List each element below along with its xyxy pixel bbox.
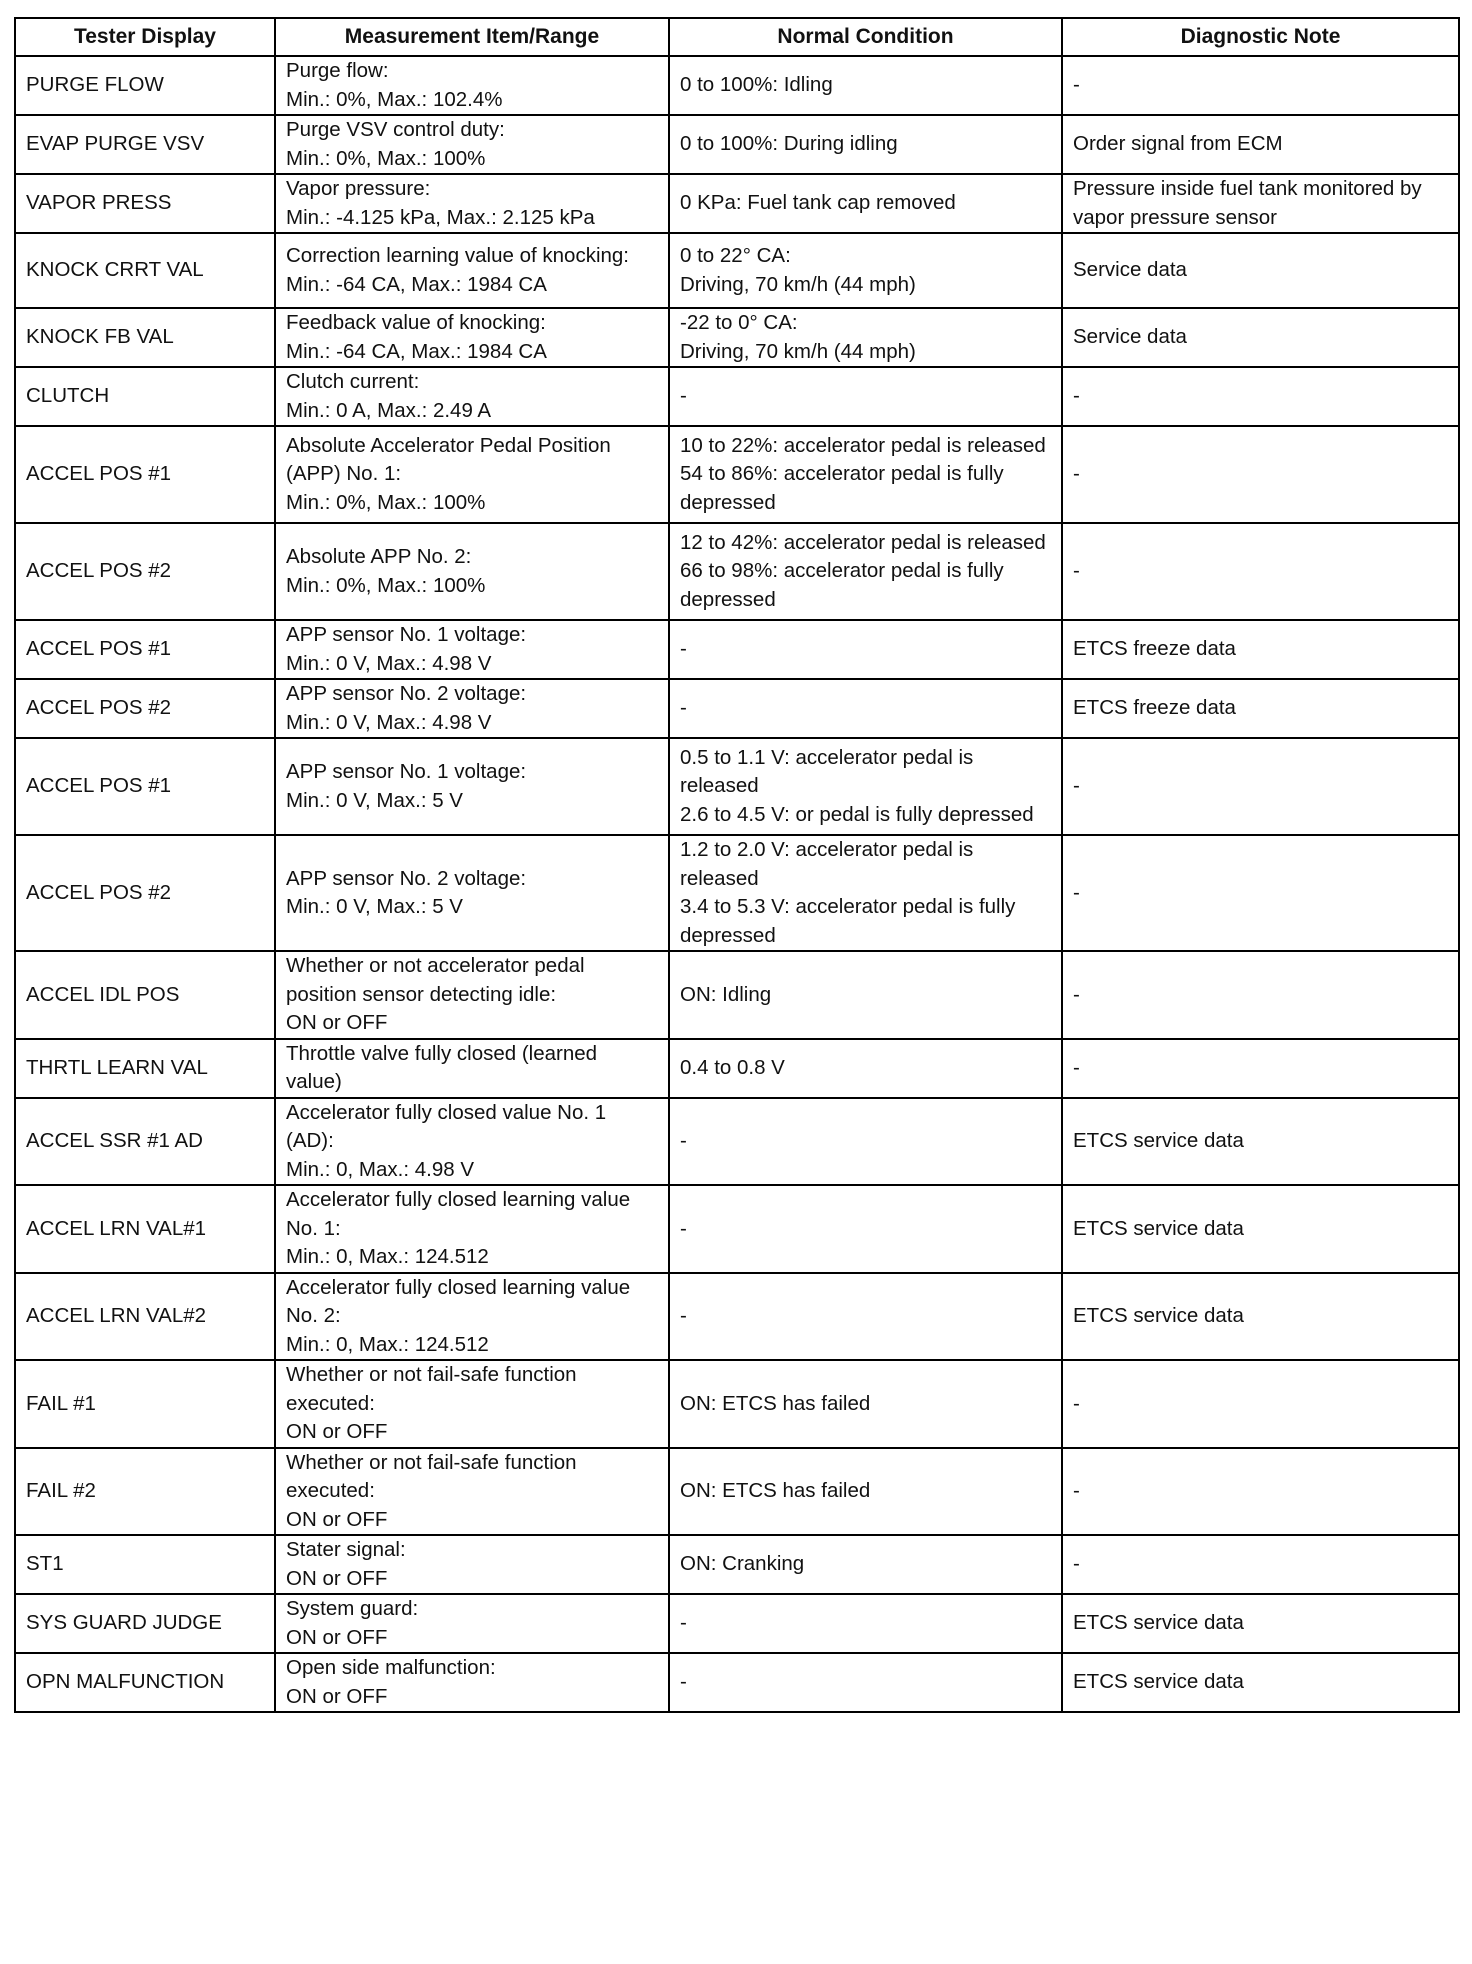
tester-display-cell: ACCEL POS #2 (15, 523, 275, 620)
tester-display-cell: OPN MALFUNCTION (15, 1653, 275, 1712)
measurement-cell: Accelerator fully closed value No. 1 (AD): Min.: 0, Max.: 4.98 V (275, 1098, 669, 1186)
measurement-cell: Absolute APP No. 2: Min.: 0%, Max.: 100% (275, 523, 669, 620)
measurement-cell: Correction learning value of knocking: Min.: -64 CA, Max.: 1984 CA (275, 233, 669, 308)
tester-display-cell: ACCEL POS #2 (15, 835, 275, 951)
measurement-cell: Feedback value of knocking: Min.: -64 CA, Max.: 1984 CA (275, 308, 669, 367)
normal-condition-cell: -22 to 0° CA: Driving, 70 km/h (44 mph) (669, 308, 1062, 367)
tester-display-cell: ACCEL IDL POS (15, 951, 275, 1039)
table-row (15, 951, 1459, 1039)
measurement-cell: Absolute Accelerator Pedal Position (APP) No. 1: Min.: 0%, Max.: 100% (275, 426, 669, 523)
table-row (15, 679, 1459, 738)
diagnostic-note-cell: - (1062, 1039, 1459, 1098)
diagnostic-note-cell: ETCS freeze data (1062, 620, 1459, 679)
measurement-cell: Whether or not fail-safe function executed: ON or OFF (275, 1448, 669, 1536)
table-row (15, 1039, 1459, 1098)
measurement-cell: System guard: ON or OFF (275, 1594, 669, 1653)
table-row (15, 367, 1459, 426)
table-row (15, 1098, 1459, 1186)
tester-display-cell: ACCEL POS #1 (15, 426, 275, 523)
tester-display-cell: ACCEL POS #2 (15, 679, 275, 738)
normal-condition-cell: - (669, 679, 1062, 738)
tester-display-cell: ACCEL LRN VAL#2 (15, 1273, 275, 1361)
diagnostic-note-cell: - (1062, 1448, 1459, 1536)
diagnostic-note-cell: - (1062, 523, 1459, 620)
header-normal-condition: Normal Condition (669, 18, 1062, 56)
table-row (15, 1185, 1459, 1273)
tester-display-cell: ACCEL POS #1 (15, 620, 275, 679)
diagnostic-note-cell: - (1062, 1360, 1459, 1448)
measurement-cell: Throttle valve fully closed (learned value) (275, 1039, 669, 1098)
data-list-sheet (14, 17, 1458, 1713)
table-row (15, 426, 1459, 523)
diagnostic-note-cell: - (1062, 56, 1459, 115)
table-row (15, 233, 1459, 308)
normal-condition-cell: 0 to 100%: Idling (669, 56, 1062, 115)
table-row (15, 1535, 1459, 1594)
normal-condition-cell: - (669, 620, 1062, 679)
normal-condition-cell: ON: Idling (669, 951, 1062, 1039)
tester-display-cell: KNOCK CRRT VAL (15, 233, 275, 308)
table-row (15, 1273, 1459, 1361)
diagnostic-note-cell: ETCS service data (1062, 1594, 1459, 1653)
measurement-cell: Open side malfunction: ON or OFF (275, 1653, 669, 1712)
measurement-cell: Vapor pressure: Min.: -4.125 kPa, Max.: 2.125 kPa (275, 174, 669, 233)
diagnostic-note-cell: - (1062, 367, 1459, 426)
tester-display-cell: ACCEL LRN VAL#1 (15, 1185, 275, 1273)
diagnostic-note-cell: Service data (1062, 308, 1459, 367)
header-measurement-item: Measurement Item/Range (275, 18, 669, 56)
normal-condition-cell: 0.4 to 0.8 V (669, 1039, 1062, 1098)
diagnostic-note-cell: - (1062, 426, 1459, 523)
tester-display-cell: ACCEL POS #1 (15, 738, 275, 835)
normal-condition-cell: 1.2 to 2.0 V: accelerator pedal is released 3.4 to 5.3 V: accelerator pedal is fully depressed (669, 835, 1062, 951)
tester-display-cell: EVAP PURGE VSV (15, 115, 275, 174)
normal-condition-cell: 0 KPa: Fuel tank cap removed (669, 174, 1062, 233)
normal-condition-cell: - (669, 1098, 1062, 1186)
measurement-cell: Whether or not accelerator pedal position sensor detecting idle: ON or OFF (275, 951, 669, 1039)
diagnostic-note-cell: Pressure inside fuel tank monitored by vapor pressure sensor (1062, 174, 1459, 233)
normal-condition-cell: - (669, 1185, 1062, 1273)
table-row (15, 56, 1459, 115)
measurement-cell: Accelerator fully closed learning value No. 2: Min.: 0, Max.: 124.512 (275, 1273, 669, 1361)
diagnostic-note-cell: ETCS service data (1062, 1098, 1459, 1186)
tester-display-cell: VAPOR PRESS (15, 174, 275, 233)
diagnostic-note-cell: - (1062, 951, 1459, 1039)
diagnostic-note-cell: - (1062, 738, 1459, 835)
tester-display-cell: ST1 (15, 1535, 275, 1594)
measurement-cell: Stater signal: ON or OFF (275, 1535, 669, 1594)
tester-display-cell: CLUTCH (15, 367, 275, 426)
diagnostic-note-cell: ETCS service data (1062, 1653, 1459, 1712)
table-row (15, 1448, 1459, 1536)
diagnostic-note-cell: ETCS freeze data (1062, 679, 1459, 738)
normal-condition-cell: - (669, 367, 1062, 426)
table-row (15, 523, 1459, 620)
header-row (15, 18, 1459, 56)
table-row (15, 308, 1459, 367)
normal-condition-cell: ON: ETCS has failed (669, 1360, 1062, 1448)
normal-condition-cell: - (669, 1594, 1062, 1653)
tester-display-cell: PURGE FLOW (15, 56, 275, 115)
normal-condition-cell: 10 to 22%: accelerator pedal is released 54 to 86%: accelerator pedal is fully depressed (669, 426, 1062, 523)
tester-data-table (14, 17, 1460, 1713)
table-row (15, 174, 1459, 233)
tester-display-cell: THRTL LEARN VAL (15, 1039, 275, 1098)
header-diagnostic-note: Diagnostic Note (1062, 18, 1459, 56)
normal-condition-cell: ON: Cranking (669, 1535, 1062, 1594)
normal-condition-cell: 0 to 100%: During idling (669, 115, 1062, 174)
table-row (15, 1594, 1459, 1653)
diagnostic-note-cell: - (1062, 1535, 1459, 1594)
measurement-cell: APP sensor No. 1 voltage: Min.: 0 V, Max.: 4.98 V (275, 620, 669, 679)
table-row (15, 738, 1459, 835)
normal-condition-cell: 0 to 22° CA: Driving, 70 km/h (44 mph) (669, 233, 1062, 308)
diagnostic-note-cell: ETCS service data (1062, 1273, 1459, 1361)
tester-display-cell: SYS GUARD JUDGE (15, 1594, 275, 1653)
table-row (15, 1360, 1459, 1448)
table-row (15, 115, 1459, 174)
measurement-cell: Whether or not fail-safe function executed: ON or OFF (275, 1360, 669, 1448)
measurement-cell: Purge flow: Min.: 0%, Max.: 102.4% (275, 56, 669, 115)
measurement-cell: Purge VSV control duty: Min.: 0%, Max.: 100% (275, 115, 669, 174)
tester-display-cell: FAIL #2 (15, 1448, 275, 1536)
diagnostic-note-cell: ETCS service data (1062, 1185, 1459, 1273)
measurement-cell: Clutch current: Min.: 0 A, Max.: 2.49 A (275, 367, 669, 426)
measurement-cell: APP sensor No. 2 voltage: Min.: 0 V, Max.: 5 V (275, 835, 669, 951)
table-row (15, 1653, 1459, 1712)
measurement-cell: Accelerator fully closed learning value No. 1: Min.: 0, Max.: 124.512 (275, 1185, 669, 1273)
diagnostic-note-cell: - (1062, 835, 1459, 951)
normal-condition-cell: 12 to 42%: accelerator pedal is released 66 to 98%: accelerator pedal is fully depressed (669, 523, 1062, 620)
table-row (15, 620, 1459, 679)
table-row (15, 835, 1459, 951)
normal-condition-cell: - (669, 1653, 1062, 1712)
measurement-cell: APP sensor No. 1 voltage: Min.: 0 V, Max.: 5 V (275, 738, 669, 835)
diagnostic-note-cell: Order signal from ECM (1062, 115, 1459, 174)
normal-condition-cell: 0.5 to 1.1 V: accelerator pedal is released 2.6 to 4.5 V: or pedal is fully depressed (669, 738, 1062, 835)
tester-display-cell: FAIL #1 (15, 1360, 275, 1448)
normal-condition-cell: - (669, 1273, 1062, 1361)
diagnostic-note-cell: Service data (1062, 233, 1459, 308)
normal-condition-cell: ON: ETCS has failed (669, 1448, 1062, 1536)
tester-display-cell: ACCEL SSR #1 AD (15, 1098, 275, 1186)
tester-display-cell: KNOCK FB VAL (15, 308, 275, 367)
header-tester-display: Tester Display (15, 18, 275, 56)
measurement-cell: APP sensor No. 2 voltage: Min.: 0 V, Max.: 4.98 V (275, 679, 669, 738)
